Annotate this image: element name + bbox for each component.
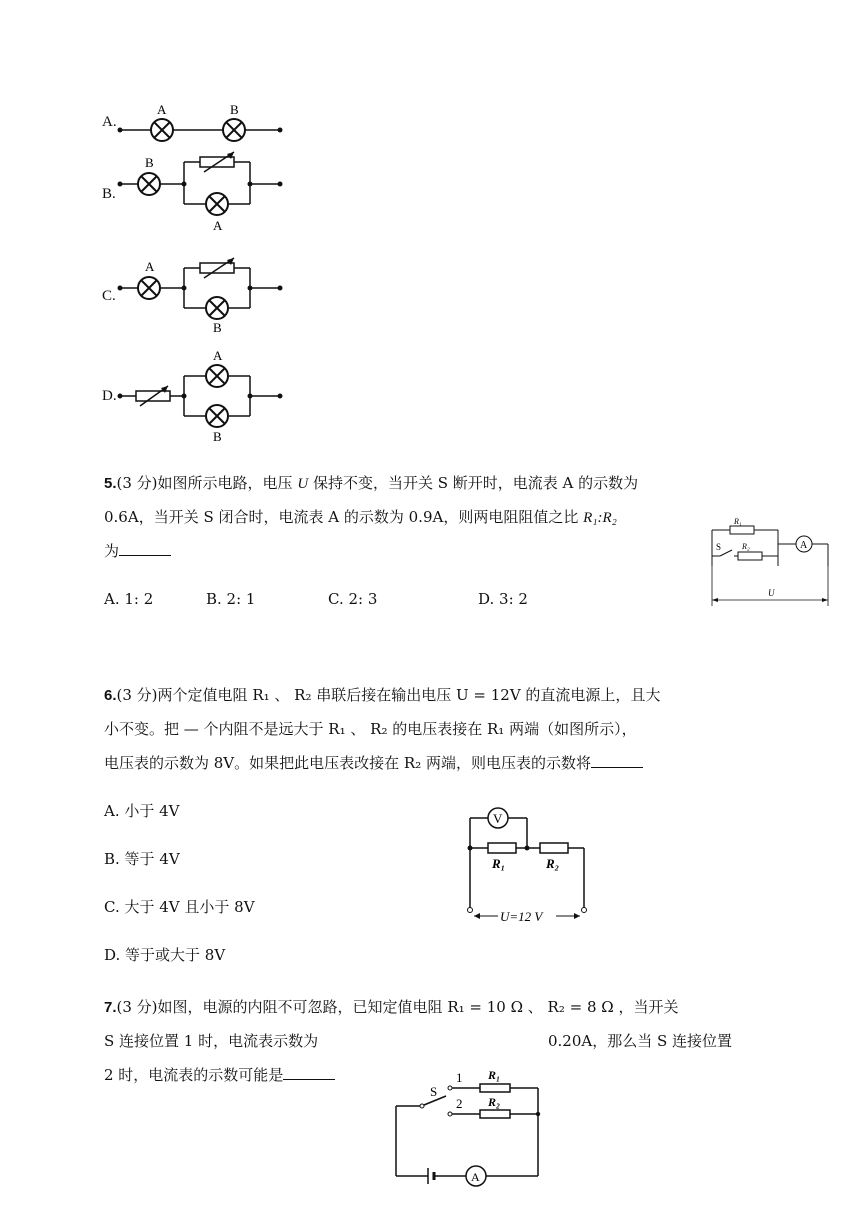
- option-c: C. 大于 4V 且小于 8V: [104, 898, 255, 916]
- circuit-diagram-d: [112, 346, 292, 444]
- question-number: 6.: [104, 687, 117, 704]
- answer-blank: [591, 753, 643, 768]
- resistor-icon: [738, 552, 762, 560]
- option-label: A.: [102, 114, 117, 130]
- question-text-line: [104, 540, 171, 562]
- circuit-diagram-q7: [388, 1066, 548, 1190]
- rheostat-icon: [200, 258, 234, 278]
- lamp-label: A: [145, 259, 155, 274]
- question-text: 2 时，电流表的示数可能是: [104, 1066, 284, 1084]
- option-a: A. 1: 2: [104, 590, 154, 608]
- question-text-line: [104, 752, 643, 774]
- resistor-label: R₂: [742, 542, 750, 551]
- question-text: 保持不变，当开关 S 断开时，电流表 A 的示数为: [308, 474, 639, 492]
- resistor-label: R₁: [734, 517, 742, 526]
- lamp-icon: [206, 365, 228, 387]
- resistor-label: R₂: [546, 856, 560, 871]
- switch-label: S: [716, 542, 722, 552]
- circuit-diagram-q6: [460, 800, 600, 930]
- circuit-diagram-a: [112, 96, 292, 148]
- resistor-icon: [540, 843, 568, 853]
- ammeter-icon: [796, 536, 812, 552]
- question-number: 5.: [104, 475, 117, 492]
- voltage-label: U: [768, 588, 775, 598]
- switch-position-label: 2: [456, 1096, 463, 1111]
- option-b: B. 2: 1: [206, 590, 256, 608]
- question-text: 如图所示电路，电压: [157, 474, 298, 492]
- lamp-icon: [138, 277, 160, 299]
- question-text-line: [104, 684, 660, 707]
- resistor-icon: [730, 526, 754, 534]
- option-d: D. 等于或大于 8V: [104, 946, 226, 964]
- question-text: 如图，电源的内阻不可忽路，已知定值电阻 R₁ = 10 Ω 、 R₂ = 8 Ω ，当开关: [157, 998, 679, 1016]
- lamp-label: B: [213, 320, 222, 335]
- battery-icon: [428, 1168, 434, 1184]
- lamp-label: B: [230, 102, 239, 117]
- option-b: B. 等于 4V: [104, 850, 180, 868]
- question-points: (3 分): [116, 998, 158, 1016]
- rheostat-icon: [200, 152, 234, 172]
- option-a: A. 小于 4V: [104, 802, 180, 820]
- resistor-label: R₁: [488, 1068, 501, 1082]
- option-label: C.: [102, 288, 116, 304]
- ammeter-icon: [466, 1166, 486, 1186]
- question-text: 小不变。把 — 个内阻不是远大于 R₁ 、 R₂ 的电压表接在 R₁ 两端（如图所示），: [104, 720, 637, 738]
- answer-blank: [283, 1065, 335, 1080]
- lamp-icon: [151, 119, 173, 141]
- voltage-label: U=12 V: [500, 909, 543, 924]
- lamp-label: A: [213, 348, 223, 363]
- question-points: (3 分): [116, 474, 158, 492]
- question-text-line: [104, 996, 679, 1019]
- resistor-icon: [488, 843, 516, 853]
- circuit-diagram-q5: [700, 514, 840, 608]
- lamp-label: B: [145, 155, 154, 170]
- rheostat-icon: [136, 386, 170, 406]
- ammeter-label: A: [800, 540, 808, 551]
- option-c: C. 2: 3: [328, 590, 378, 608]
- question-number: 7.: [104, 999, 117, 1016]
- question-points: (3 分): [116, 686, 158, 704]
- lamp-icon: [223, 119, 245, 141]
- lamp-label: A: [213, 218, 223, 233]
- question-text: 电压表的示数为 8V。如果把此电压表改接在 R₂ 两端，则电压表的示数将: [104, 754, 591, 772]
- question-text: 0.6A，当开关 S 闭合时，电流表 A 的示数为 0.9A，则两电阻阻值之比: [104, 508, 584, 526]
- switch-label: S: [430, 1084, 438, 1099]
- question-text-line: [548, 1030, 732, 1052]
- lamp-label: A: [157, 102, 167, 117]
- question-text-line: [104, 472, 638, 495]
- question-text-line: [104, 718, 637, 740]
- question-text-line: [104, 506, 617, 529]
- resistor-icon: [480, 1084, 510, 1092]
- lamp-icon: [138, 173, 160, 195]
- option-label: D.: [102, 388, 117, 404]
- question-text: 为: [104, 542, 120, 560]
- option-label: B.: [102, 186, 116, 202]
- question-text: S 连接位置 1 时，电流表示数为: [104, 1032, 319, 1050]
- lamp-icon: [206, 297, 228, 319]
- option-d: D. 3: 2: [478, 590, 528, 608]
- circuit-diagram-b: [112, 150, 292, 235]
- switch-position-label: 1: [456, 1070, 463, 1085]
- resistor-label: R₂: [488, 1095, 501, 1109]
- circuit-diagram-c: [112, 256, 292, 336]
- question-text-line: [104, 1030, 318, 1052]
- switch-icon: [720, 550, 732, 556]
- lamp-icon: [206, 193, 228, 215]
- voltmeter-label: V: [493, 811, 503, 826]
- resistor-icon: [480, 1110, 510, 1118]
- variable: R₁:R₂: [583, 510, 617, 526]
- question-text: 0.20A，那么当 S 连接位置: [548, 1032, 733, 1050]
- variable: U: [297, 476, 309, 492]
- question-text: 两个定值电阻 R₁ 、 R₂ 串联后接在输出电压 U = 12V 的直流电源上，且大: [157, 686, 661, 704]
- question-text-line: [104, 1064, 335, 1086]
- ammeter-label: A: [471, 1170, 480, 1184]
- resistor-label: R₁: [492, 856, 506, 871]
- answer-blank: [119, 541, 171, 556]
- lamp-label: B: [213, 429, 222, 444]
- voltmeter-icon: [488, 808, 508, 828]
- lamp-icon: [206, 405, 228, 427]
